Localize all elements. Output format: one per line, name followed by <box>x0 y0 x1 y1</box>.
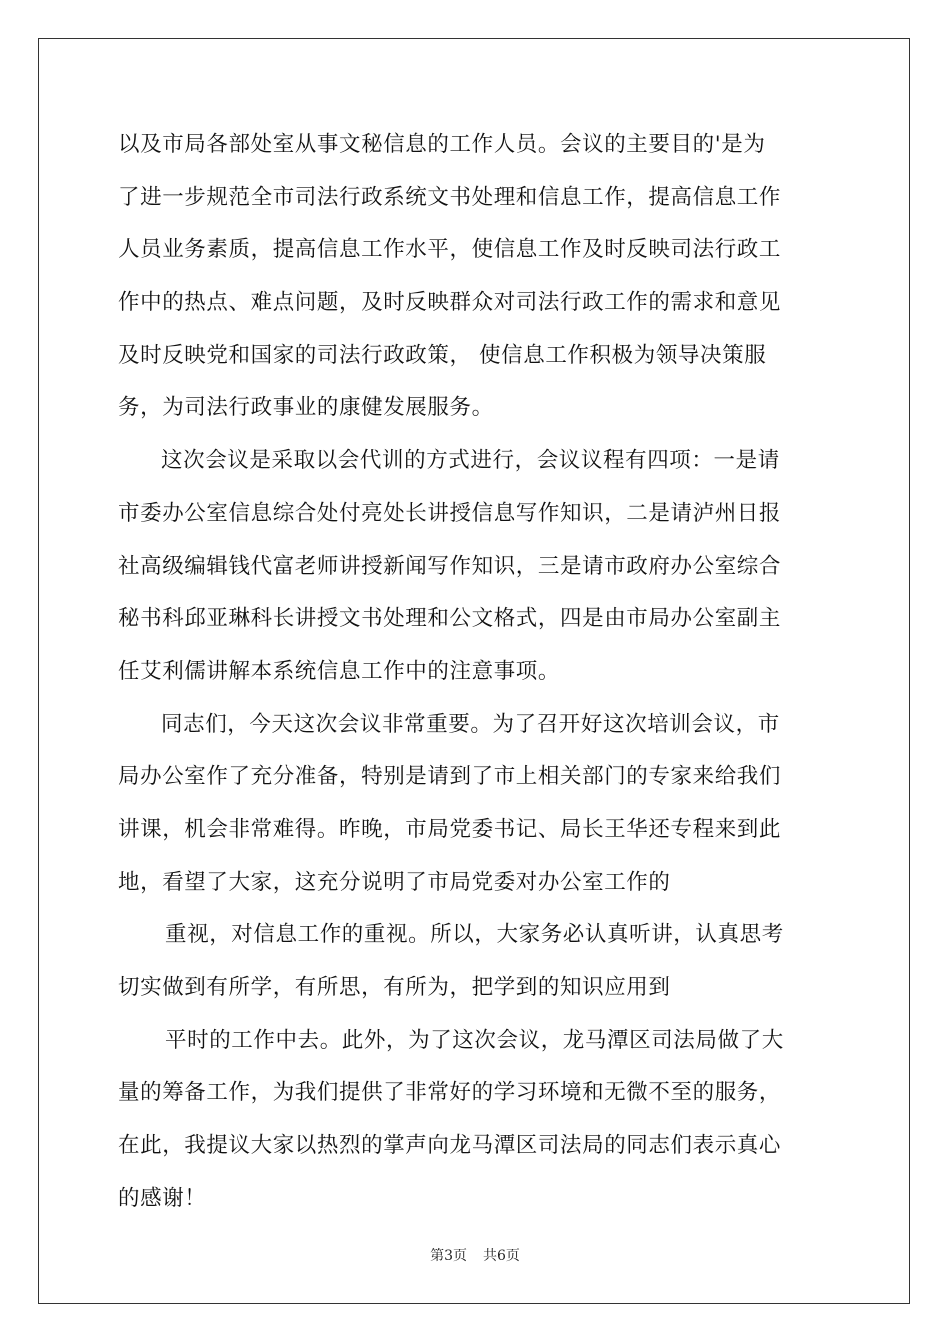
text-line: 及时反映党和国家的司法行政政策， 使信息工作积极为领导决策服 <box>118 342 767 368</box>
text-line: 切实做到有所学，有所思，有所为，把学到的知识应用到 <box>118 975 671 1000</box>
text-line: 务，为司法行政事业的康健发展服务。 <box>118 395 494 421</box>
text-line: 地，看望了大家，这充分说明了市局党委对办公室工作的 <box>118 869 671 895</box>
text-line: 在此，我提议大家以热烈的掌声向龙马潭区司法局的同志们表示真心 <box>118 1133 782 1159</box>
text-line: 秘书科邱亚琳科长讲授文书处理和公文格式，四是由市局办公室副主 <box>118 606 782 632</box>
paragraph-start-line: 这次会议是采取以会代训的方式进行，会议议程有四项：一是请 <box>161 448 780 474</box>
text-line: 市委办公室信息综合处付亮处长讲授信息写作知识，二是请泸州日报 <box>118 500 782 526</box>
paragraph-start-line: 同志们，今天这次会议非常重要。为了召开好这次培训会议，市 <box>161 711 780 737</box>
text-line: 任艾利儒讲解本系统信息工作中的注意事项。 <box>118 658 561 684</box>
text-line: 局办公室作了充分准备，特别是请到了市上相关部门的专家来给我们 <box>118 764 782 790</box>
page-total: 共6页 <box>483 1248 520 1264</box>
paragraph-start-line: 重视，对信息工作的重视。所以，大家务必认真听讲，认真思考 <box>165 922 784 948</box>
page-number: 第3页 <box>430 1248 467 1264</box>
paragraph-start-line: 平时的工作中去。此外，为了这次会议，龙马潭区司法局做了大 <box>165 1027 784 1053</box>
text-line: 量的筹备工作，为我们提供了非常好的学习环境和无微不至的服务， <box>118 1080 782 1106</box>
page-footer <box>0 1247 950 1265</box>
text-line: 作中的热点、难点问题，及时反映群众对司法行政工作的需求和意见 <box>118 290 782 316</box>
text-line: 人员业务素质，提高信息工作水平，使信息工作及时反映司法行政工 <box>118 237 782 263</box>
text-line: 了进一步规范全市司法行政系统文书处理和信息工作，提高信息工作 <box>118 184 782 210</box>
text-line: 以及市局各部处室从事文秘信息的工作人员。会议的主要目的'是为 <box>118 132 766 157</box>
text-line: 讲课，机会非常难得。昨晚，市局党委书记、局长王华还专程来到此 <box>118 816 782 842</box>
text-line: 的感谢！ <box>118 1185 207 1211</box>
document-body <box>118 128 836 1234</box>
text-line: 社高级编辑钱代富老师讲授新闻写作知识，三是请市政府办公室综合 <box>118 553 782 579</box>
